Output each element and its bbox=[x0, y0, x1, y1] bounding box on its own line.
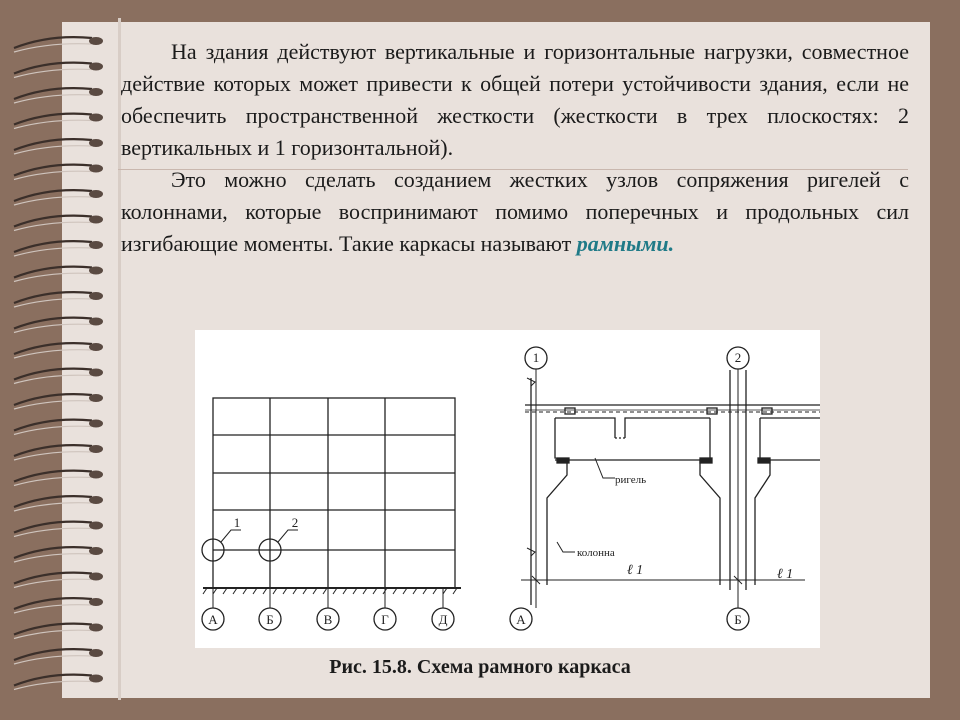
beam-left-bottom bbox=[555, 418, 615, 438]
column-label: колонна bbox=[577, 547, 615, 559]
paragraph-2-accent: рамными. bbox=[576, 231, 675, 256]
node-leader bbox=[278, 530, 298, 542]
spiral-hole bbox=[89, 445, 103, 453]
spiral-hole bbox=[89, 114, 103, 122]
spiral-hole bbox=[89, 496, 103, 504]
spiral-coils bbox=[14, 37, 103, 690]
spiral-hole bbox=[89, 369, 103, 377]
spiral-coil bbox=[14, 471, 92, 482]
spiral-hole bbox=[89, 63, 103, 71]
frame-figure bbox=[195, 330, 820, 648]
beam-mid-bottom bbox=[625, 418, 710, 438]
spiral-coil bbox=[14, 598, 92, 609]
spiral-coil bbox=[14, 63, 92, 74]
spiral-hole bbox=[89, 88, 103, 96]
spiral-hole bbox=[89, 37, 103, 45]
notebook-spiral bbox=[10, 20, 110, 710]
right-axis-label-b: Б bbox=[734, 612, 742, 627]
spiral-hole bbox=[89, 343, 103, 351]
column-2-right-corbel bbox=[755, 418, 770, 585]
axis-label-b: Б bbox=[266, 612, 274, 627]
spiral-hole bbox=[89, 216, 103, 224]
spiral-coil bbox=[14, 496, 92, 507]
span-label-1: ℓ 1 bbox=[626, 563, 644, 578]
spiral-hole bbox=[89, 318, 103, 326]
column-1-corbel bbox=[547, 418, 567, 585]
spiral-coil bbox=[14, 241, 92, 252]
spiral-coil bbox=[14, 420, 92, 431]
spiral-coil bbox=[14, 165, 92, 176]
weld-plate bbox=[565, 408, 575, 414]
node-leader bbox=[221, 530, 241, 542]
spiral-hole bbox=[89, 471, 103, 479]
column-2-left-corbel bbox=[700, 418, 720, 585]
axis-label-a: А bbox=[208, 612, 218, 627]
spiral-hole bbox=[89, 292, 103, 300]
right-joint-detail bbox=[510, 347, 820, 630]
bearing-plate bbox=[758, 458, 770, 463]
frame-outline bbox=[213, 398, 455, 588]
spiral-hole bbox=[89, 573, 103, 581]
spiral-coil bbox=[14, 292, 92, 303]
body-text bbox=[121, 36, 909, 260]
spiral-coil bbox=[14, 37, 92, 48]
spiral-hole bbox=[89, 394, 103, 402]
spiral-coil bbox=[14, 445, 92, 456]
spiral-hole bbox=[89, 547, 103, 555]
figure-caption: Рис. 15.8. Схема рамного каркаса bbox=[329, 656, 631, 678]
spiral-hole bbox=[89, 624, 103, 632]
bearing-plate bbox=[557, 458, 569, 463]
node-label-2: 2 bbox=[291, 515, 299, 530]
spiral-hole bbox=[89, 420, 103, 428]
axis-label-d: Д bbox=[438, 612, 448, 627]
spiral-hole bbox=[89, 190, 103, 198]
spiral-coil bbox=[14, 114, 92, 125]
axis-label-g: Г bbox=[381, 612, 389, 627]
spiral-hole bbox=[89, 598, 103, 606]
spiral-coil bbox=[14, 343, 92, 354]
spiral-coil bbox=[14, 318, 92, 329]
spiral-coil bbox=[14, 547, 92, 558]
paragraph-2 bbox=[121, 164, 909, 260]
spiral-coil bbox=[14, 190, 92, 201]
spiral-coil bbox=[14, 369, 92, 380]
spiral-hole bbox=[89, 267, 103, 275]
weld-plate bbox=[707, 408, 717, 414]
paragraph-1: На здания действуют вертикальные и горизонтальные нагрузки, совместное действие которых может привести к общей потери устойчивости здания, если не обеспечить пространственной жесткости (жесткости в трех плоскостях: 2 вертикальных и 1 горизонтальной). bbox=[121, 39, 909, 160]
node-label-1: 1 bbox=[233, 515, 241, 530]
right-axis-label-a: А bbox=[516, 612, 526, 627]
spiral-coil bbox=[14, 394, 92, 405]
spiral-hole bbox=[89, 241, 103, 249]
left-frame-schematic bbox=[202, 398, 461, 630]
spiral-coil bbox=[14, 624, 92, 635]
spiral-hole bbox=[89, 522, 103, 530]
spiral-coil bbox=[14, 267, 92, 278]
right-axis-label-2: 2 bbox=[734, 350, 742, 365]
beam-label: ригель bbox=[615, 474, 647, 486]
spiral-coil bbox=[14, 573, 92, 584]
spiral-hole bbox=[89, 139, 103, 147]
column-leader bbox=[557, 542, 575, 552]
weld-plate bbox=[762, 408, 772, 414]
spiral-coil bbox=[14, 216, 92, 227]
frame-diagram bbox=[195, 330, 820, 648]
paragraph-2-main: Это можно сделать созданием жестких узлов сопряжения ригелей с колоннами, которые воспринимают помимо поперечных и продольных сил изгибающие моменты. Такие каркасы называют bbox=[121, 167, 909, 256]
spiral-coil bbox=[14, 88, 92, 99]
spiral-hole bbox=[89, 165, 103, 173]
right-axis-label-1: 1 bbox=[532, 350, 540, 365]
axis-label-v: В bbox=[323, 612, 333, 627]
bearing-plate bbox=[700, 458, 712, 463]
span-label-2: ℓ 1 bbox=[776, 567, 794, 582]
spiral-coil bbox=[14, 522, 92, 533]
beam-leader bbox=[595, 458, 615, 478]
right-joint-labels bbox=[516, 350, 793, 627]
spiral-coil bbox=[14, 139, 92, 150]
